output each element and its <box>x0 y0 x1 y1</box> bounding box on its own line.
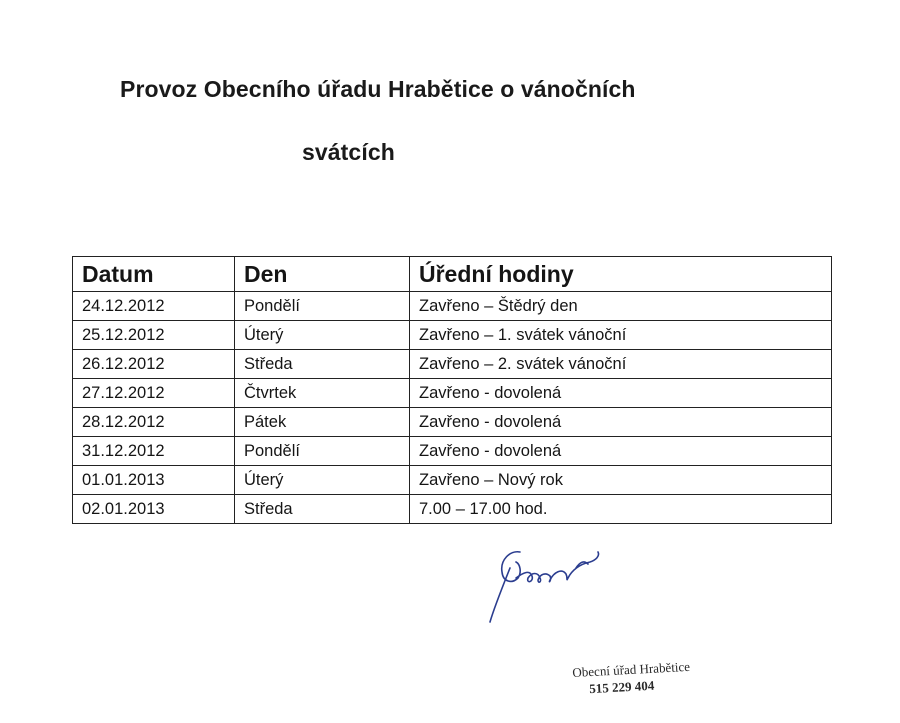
stamp-phone-number: 515 229 404 <box>588 677 655 697</box>
office-hours-table <box>72 256 832 524</box>
stamp-office-name: Obecní úřad Hrabětice <box>572 658 691 680</box>
cell-day: Pondělí <box>235 292 410 321</box>
table-row <box>73 379 832 408</box>
handwritten-signature <box>480 538 610 628</box>
document-title-line-2: svátcích <box>302 139 395 165</box>
cell-hours: Zavřeno - dovolená <box>410 437 832 466</box>
table-row <box>73 495 832 524</box>
cell-date: 24.12.2012 <box>73 292 235 321</box>
cell-date: 01.01.2013 <box>73 466 235 495</box>
cell-day: Středa <box>235 495 410 524</box>
table-row <box>73 437 832 466</box>
cell-day: Středa <box>235 350 410 379</box>
table-row <box>73 466 832 495</box>
cell-hours: Zavřeno - dovolená <box>410 408 832 437</box>
header-office-hours: Úřední hodiny <box>410 257 832 292</box>
cell-date: 31.12.2012 <box>73 437 235 466</box>
cell-hours: Zavřeno – Nový rok <box>410 466 832 495</box>
cell-date: 28.12.2012 <box>73 408 235 437</box>
cell-hours: Zavřeno - dovolená <box>410 379 832 408</box>
cell-day: Pátek <box>235 408 410 437</box>
office-stamp <box>572 658 691 698</box>
cell-day: Úterý <box>235 466 410 495</box>
cell-day: Úterý <box>235 321 410 350</box>
cell-hours: 7.00 – 17.00 hod. <box>410 495 832 524</box>
cell-hours: Zavřeno – 1. svátek vánoční <box>410 321 832 350</box>
header-day: Den <box>235 257 410 292</box>
header-date: Datum <box>73 257 235 292</box>
cell-date: 27.12.2012 <box>73 379 235 408</box>
document-title-line-1: Provoz Obecního úřadu Hrabětice o vánočních <box>120 76 636 102</box>
cell-day: Pondělí <box>235 437 410 466</box>
cell-hours: Zavřeno – Štědrý den <box>410 292 832 321</box>
cell-hours: Zavřeno – 2. svátek vánoční <box>410 350 832 379</box>
cell-date: 25.12.2012 <box>73 321 235 350</box>
cell-date: 26.12.2012 <box>73 350 235 379</box>
table-row <box>73 321 832 350</box>
table-row <box>73 408 832 437</box>
cell-day: Čtvrtek <box>235 379 410 408</box>
table-row <box>73 350 832 379</box>
table-header-row <box>73 257 832 292</box>
table-row <box>73 292 832 321</box>
cell-date: 02.01.2013 <box>73 495 235 524</box>
